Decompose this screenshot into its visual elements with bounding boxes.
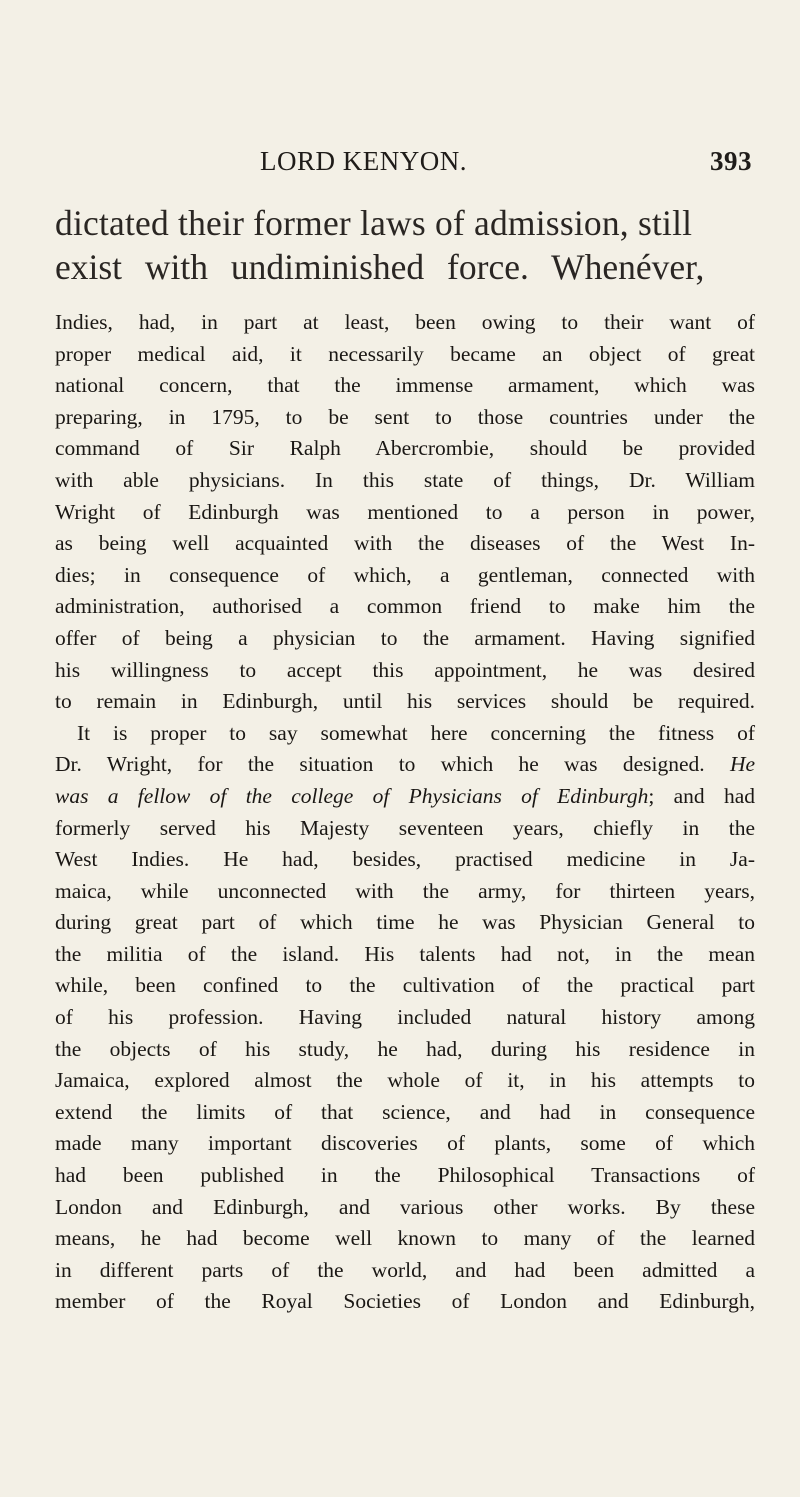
italic-fragment: was a fellow of the college of Physicians of Edinburgh xyxy=(55,783,649,808)
body-paragraph xyxy=(55,307,755,1318)
body-line: command of Sir Ralph Abercrombie, should be provided xyxy=(55,436,755,461)
body-line-mixed xyxy=(55,781,755,813)
running-title: LORD KENYON. xyxy=(260,146,467,176)
body-line: administration, authorised a common friend to make him the xyxy=(55,594,755,619)
body-line-text: ; and had xyxy=(648,783,755,808)
body-line: proper medical aid, it necessarily became an object of great xyxy=(55,341,755,366)
body-line: the militia of the island. His talents had not, in the mean xyxy=(55,941,755,966)
body-line: formerly served his Majesty seventeen years, chiefly in the xyxy=(55,815,755,840)
lead-line: exist with undiminished force. Whenéver, xyxy=(55,247,705,287)
body-line: his willingness to accept this appointment, he was desired xyxy=(55,657,755,682)
body-line: national concern, that the immense armament, which was xyxy=(55,373,755,398)
body-line: had been published in the Philosophical Transactions of xyxy=(55,1163,755,1188)
body-line: member of the Royal Societies of London and Edinburgh, xyxy=(55,1289,755,1314)
body-line: preparing, in 1795, to be sent to those countries under the xyxy=(55,404,755,429)
body-line: with able physicians. In this state of things, Dr. William xyxy=(55,467,755,492)
body-line-mixed xyxy=(55,749,755,781)
italic-fragment: He xyxy=(729,752,756,777)
body-line: while, been confined to the cultivation of the practical part xyxy=(55,973,755,998)
page-number: 393 xyxy=(710,146,752,176)
body-line: during great part of which time he was Physician General to xyxy=(55,910,755,935)
body-line: Indies, had, in part at least, been owing to their want of xyxy=(55,310,755,334)
body-line: of his profession. Having included natural history among xyxy=(55,1005,755,1030)
running-header xyxy=(260,146,752,186)
body-line: made many important discoveries of plants, some of which xyxy=(55,1131,755,1156)
body-line: in different parts of the world, and had been admitted a xyxy=(55,1257,755,1282)
body-line-text: Dr. Wright, for the situation to which he was designed. xyxy=(55,752,705,777)
lead-paragraph xyxy=(55,201,755,289)
body-line: extend the limits of that science, and had in consequence xyxy=(55,1099,755,1124)
body-line: It is proper to say somewhat here concerning the fitness of xyxy=(77,720,755,745)
body-line: to remain in Edinburgh, until his services should be required. xyxy=(55,689,755,714)
body-line: West Indies. He had, besides, practised medicine in Ja- xyxy=(55,847,755,872)
body-line: Jamaica, explored almost the whole of it, in his attempts to xyxy=(55,1068,755,1093)
body-line: dies; in consequence of which, a gentleman, connected with xyxy=(55,562,755,587)
body-line: Wright of Edinburgh was mentioned to a person in power, xyxy=(55,499,755,524)
lead-line: dictated their former laws of admission, still xyxy=(55,203,693,243)
body-line: as being well acquainted with the diseases of the West In- xyxy=(55,531,755,556)
body-line: maica, while unconnected with the army, for thirteen years, xyxy=(55,878,755,903)
body-line: offer of being a physician to the armament. Having signified xyxy=(55,625,755,650)
body-line: London and Edinburgh, and various other works. By these xyxy=(55,1194,755,1219)
body-line: the objects of his study, he had, during his residence in xyxy=(55,1036,755,1061)
body-line: means, he had become well known to many of the learned xyxy=(55,1226,755,1251)
